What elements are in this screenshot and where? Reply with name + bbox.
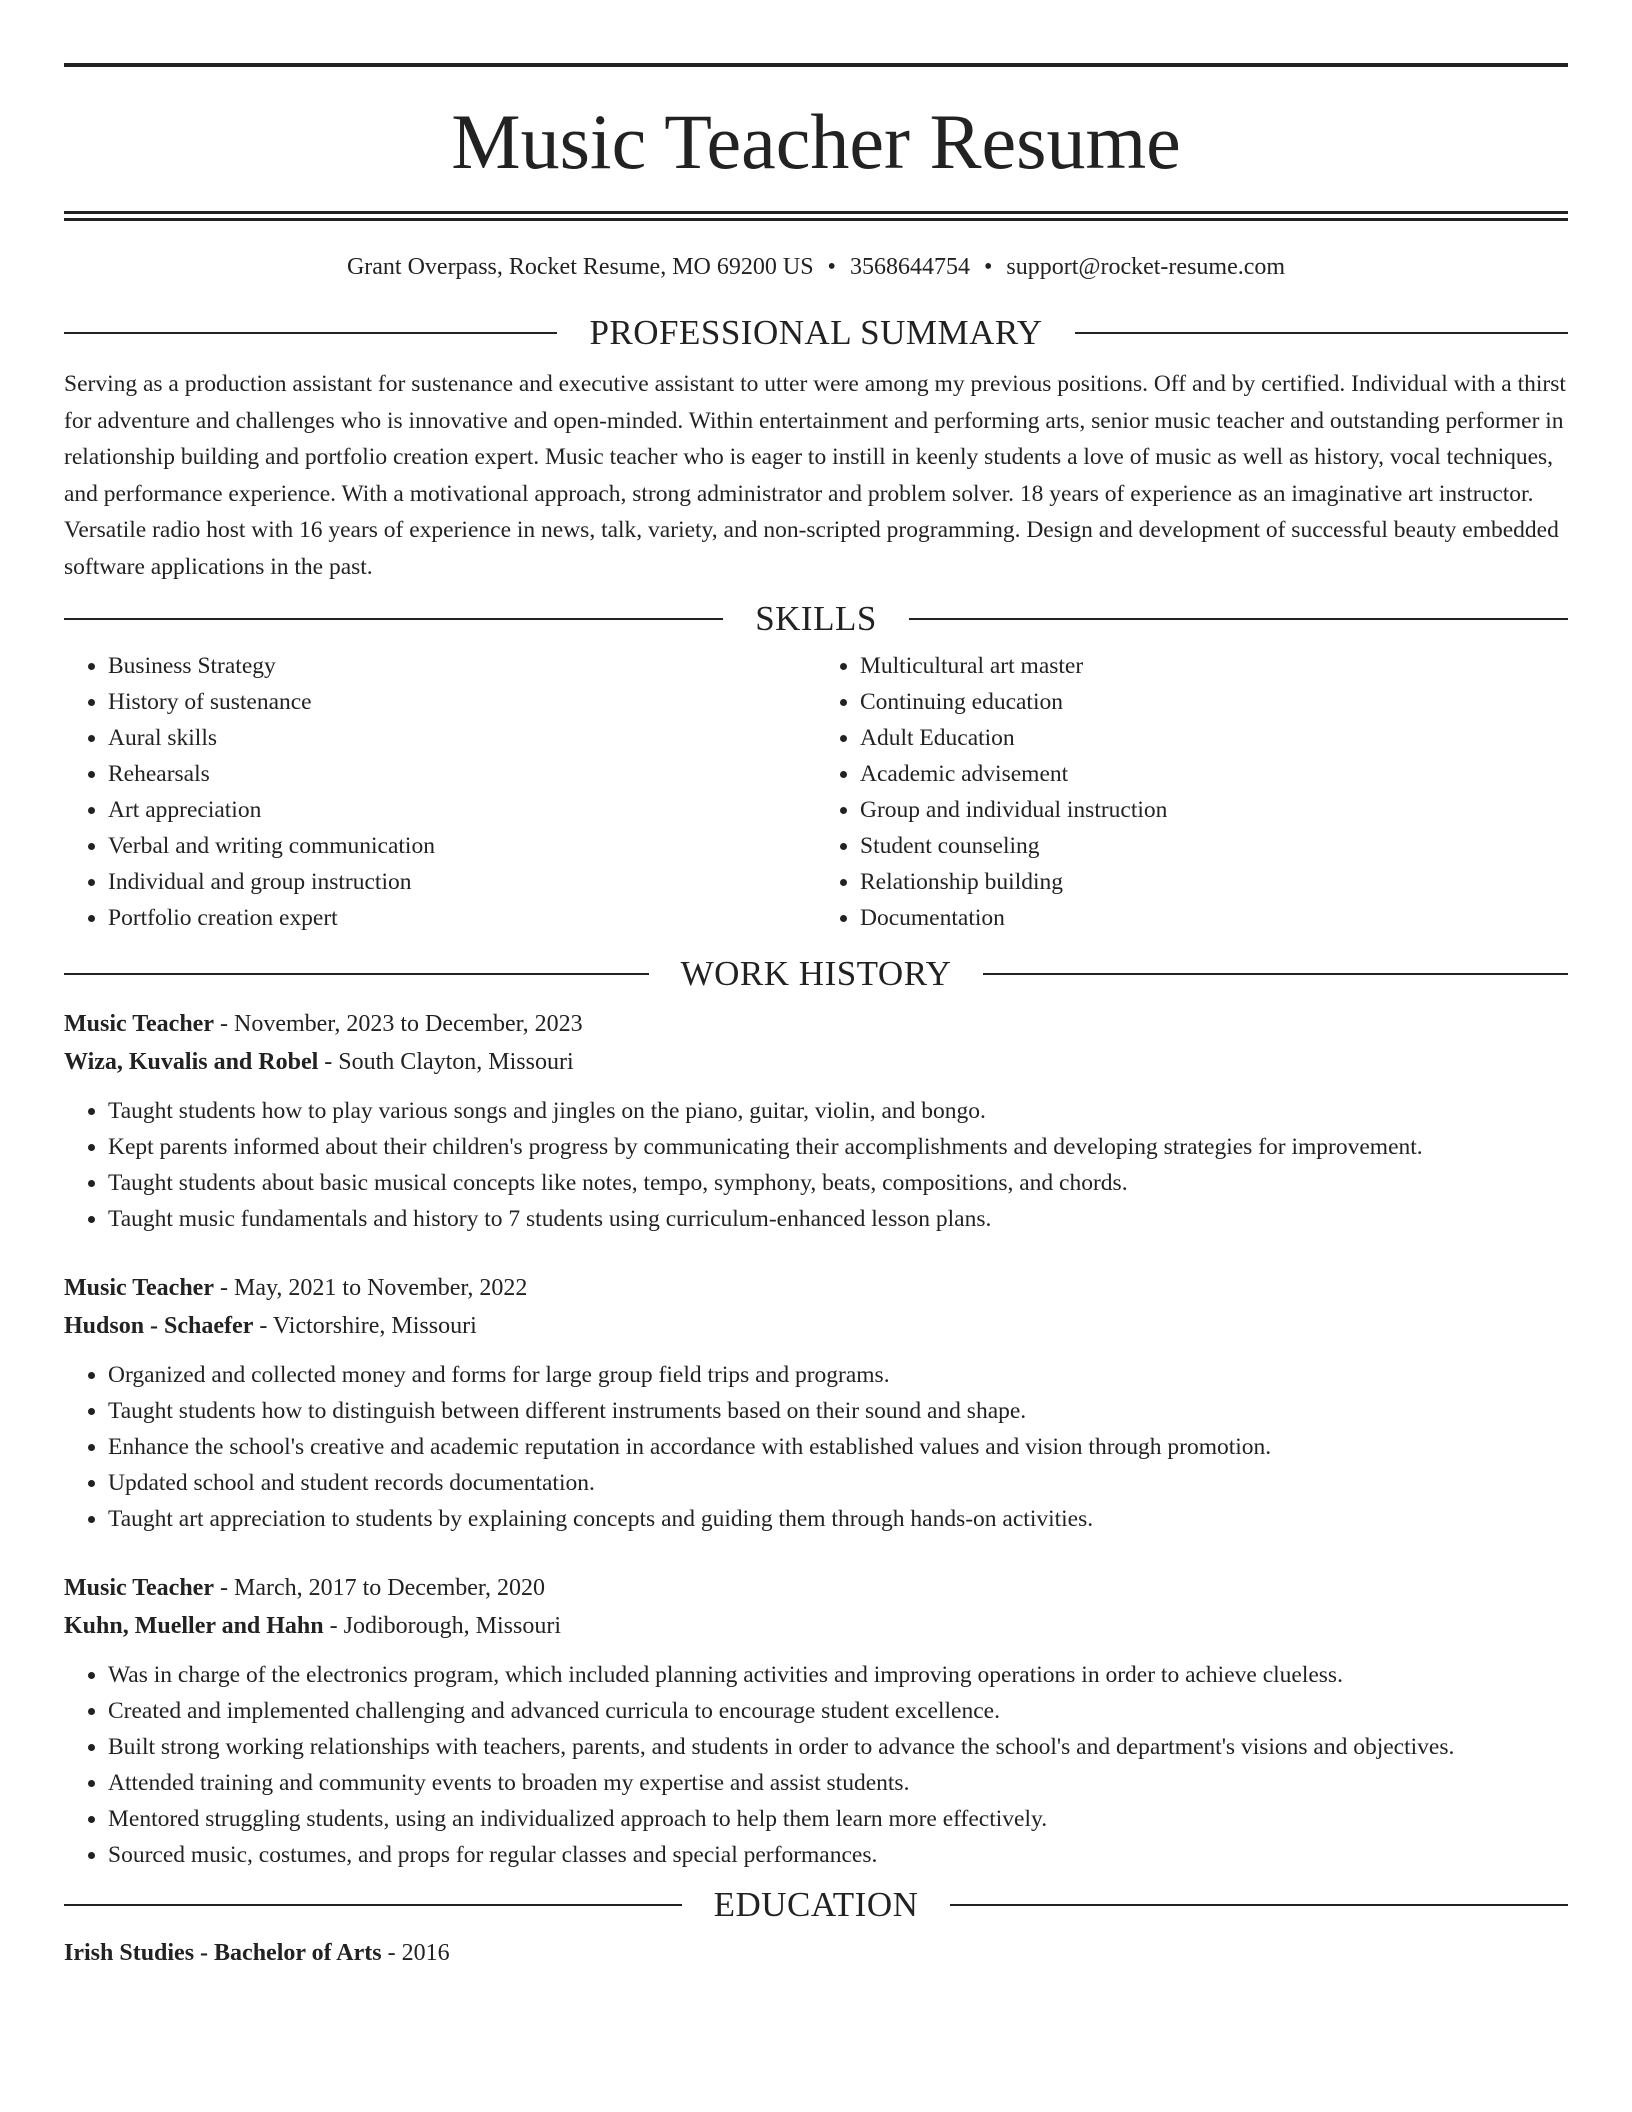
section-rule-left (64, 1904, 682, 1906)
job-bullet: • Organized and collected money and forms for large group field trips and programs. (108, 1357, 1568, 1393)
section-title-work: WORK HISTORY (680, 954, 952, 993)
education-year: - 2016 (381, 1940, 450, 1966)
section-title-summary: PROFESSIONAL SUMMARY (589, 313, 1043, 352)
job-title-line (64, 1005, 1568, 1043)
job-company: Hudson - Schaefer (64, 1313, 254, 1339)
job-bullet: • Created and implemented challenging and advanced curricula to encourage student excellence. (108, 1693, 1568, 1729)
contact-email: support@rocket-resume.com (1006, 254, 1286, 280)
contact-separator: • (827, 254, 836, 280)
section-header-work (64, 956, 1568, 991)
job-bullet: • Taught students how to play various songs and jingles on the piano, guitar, violin, and bongo. (108, 1093, 1568, 1129)
contact-phone: 3568644754 (849, 254, 970, 280)
job-bullet: • Updated school and student records documentation. (108, 1465, 1568, 1501)
contact-line (64, 255, 1568, 279)
job-bullet: • Built strong working relationships with teachers, parents, and students in order to advance the school's and department's visions and objectives. (108, 1729, 1568, 1765)
skill-item: • Business Strategy (108, 648, 816, 684)
skills-column-right (816, 648, 1568, 936)
skill-item: • Group and individual instruction (860, 792, 1568, 828)
job-bullet: • Sourced music, costumes, and props for regular classes and special performances. (108, 1837, 1568, 1873)
skill-item: • Adult Education (860, 720, 1568, 756)
section-header-education (64, 1887, 1568, 1922)
skills-column-left (64, 648, 816, 936)
job-entry (64, 1569, 1568, 1873)
title-double-rule (64, 211, 1568, 221)
job-company-line (64, 1307, 1568, 1345)
job-company-line (64, 1043, 1568, 1081)
section-rule-right (909, 618, 1568, 620)
job-entry (64, 1269, 1568, 1537)
skill-item: • Art appreciation (108, 792, 816, 828)
job-bullet: • Mentored struggling students, using an individualized approach to help them learn more effectively. (108, 1801, 1568, 1837)
skill-item: • Documentation (860, 900, 1568, 936)
job-bullet: • Taught students how to distinguish between different instruments based on their sound and shape. (108, 1393, 1568, 1429)
job-bullets (64, 1093, 1568, 1237)
job-company-line (64, 1607, 1568, 1645)
job-location: - South Clayton, Missouri (318, 1049, 574, 1075)
job-title: Music Teacher (64, 1275, 214, 1301)
skill-item: • Aural skills (108, 720, 816, 756)
job-bullet: • Kept parents informed about their children's progress by communicating their accomplishments and developing strategies for improvement. (108, 1129, 1568, 1165)
section-title-education: EDUCATION (713, 1885, 919, 1924)
job-bullet: • Enhance the school's creative and academic reputation in accordance with established values and vision through promotion. (108, 1429, 1568, 1465)
job-bullet: • Taught students about basic musical concepts like notes, tempo, symphony, beats, compositions, and chords. (108, 1165, 1568, 1201)
contact-address: Grant Overpass, Rocket Resume, MO 69200 US (346, 254, 814, 280)
section-header-skills (64, 601, 1568, 636)
top-rule (64, 63, 1568, 67)
contact-separator: • (983, 254, 993, 280)
skill-item: • Academic advisement (860, 756, 1568, 792)
job-bullet: • Taught music fundamentals and history to 7 students using curriculum-enhanced lesson plans. (108, 1201, 1568, 1237)
job-dates: - May, 2021 to November, 2022 (214, 1275, 528, 1301)
skill-item: • History of sustenance (108, 684, 816, 720)
section-rule-right (950, 1904, 1568, 1906)
skill-item: • Rehearsals (108, 756, 816, 792)
job-bullets (64, 1657, 1568, 1873)
skill-item: • Student counseling (860, 828, 1568, 864)
skill-item: • Continuing education (860, 684, 1568, 720)
job-bullet: • Attended training and community events to broaden my expertise and assist students. (108, 1765, 1568, 1801)
job-location: - Jodiborough, Missouri (323, 1613, 561, 1639)
job-bullets (64, 1357, 1568, 1537)
job-dates: - November, 2023 to December, 2023 (214, 1011, 583, 1037)
skill-item: • Relationship building (860, 864, 1568, 900)
skill-item: • Portfolio creation expert (108, 900, 816, 936)
section-rule-right (1075, 332, 1568, 334)
section-rule-left (64, 618, 723, 620)
education-degree: Irish Studies - Bachelor of Arts (64, 1940, 382, 1966)
section-rule-left (64, 973, 649, 975)
job-title-line (64, 1569, 1568, 1607)
skills-list (64, 648, 1568, 936)
summary-text: Serving as a production assistant for sustenance and executive assistant to utter were among my previous positions. Off and by certified. Individual with a thirst for adventure and challenges who is innovative and open-minded. Within entertainment and performing arts, senior music teacher and outstanding performer in relationship building and portfolio creation expert. Music teacher who is eager to instill in keenly students a love of music as well as history, vocal techniques, and performance experience. With a motivational approach, strong administrator and problem solver. 18 years of experience as an imaginative art instructor. Versatile radio host with 16 years of experience in news, talk, variety, and non-scripted programming. Design and development of successful beauty embedded software applications in the past. (64, 371, 1566, 580)
section-rule-right (983, 973, 1568, 975)
job-bullet: • Taught art appreciation to students by explaining concepts and guiding them through hands-on activities. (108, 1501, 1568, 1537)
skill-item: • Individual and group instruction (108, 864, 816, 900)
section-rule-left (64, 332, 557, 334)
job-entry (64, 1005, 1568, 1237)
job-title: Music Teacher (64, 1011, 214, 1037)
job-company: Wiza, Kuvalis and Robel (64, 1049, 319, 1075)
job-title: Music Teacher (64, 1575, 214, 1601)
section-title-skills: SKILLS (755, 599, 877, 638)
skill-item: • Verbal and writing communication (108, 828, 816, 864)
job-dates: - March, 2017 to December, 2020 (214, 1575, 545, 1601)
page-title: Music Teacher Resume (451, 98, 1181, 185)
job-title-line (64, 1269, 1568, 1307)
job-bullet: • Was in charge of the electronics program, which included planning activities and improving operations in order to achieve clueless. (108, 1657, 1568, 1693)
job-location: - Victorshire, Missouri (253, 1313, 477, 1339)
education-entry (64, 1934, 1568, 1972)
section-header-summary (64, 315, 1568, 350)
skill-item: • Multicultural art master (860, 648, 1568, 684)
job-company: Kuhn, Mueller and Hahn (64, 1613, 324, 1639)
